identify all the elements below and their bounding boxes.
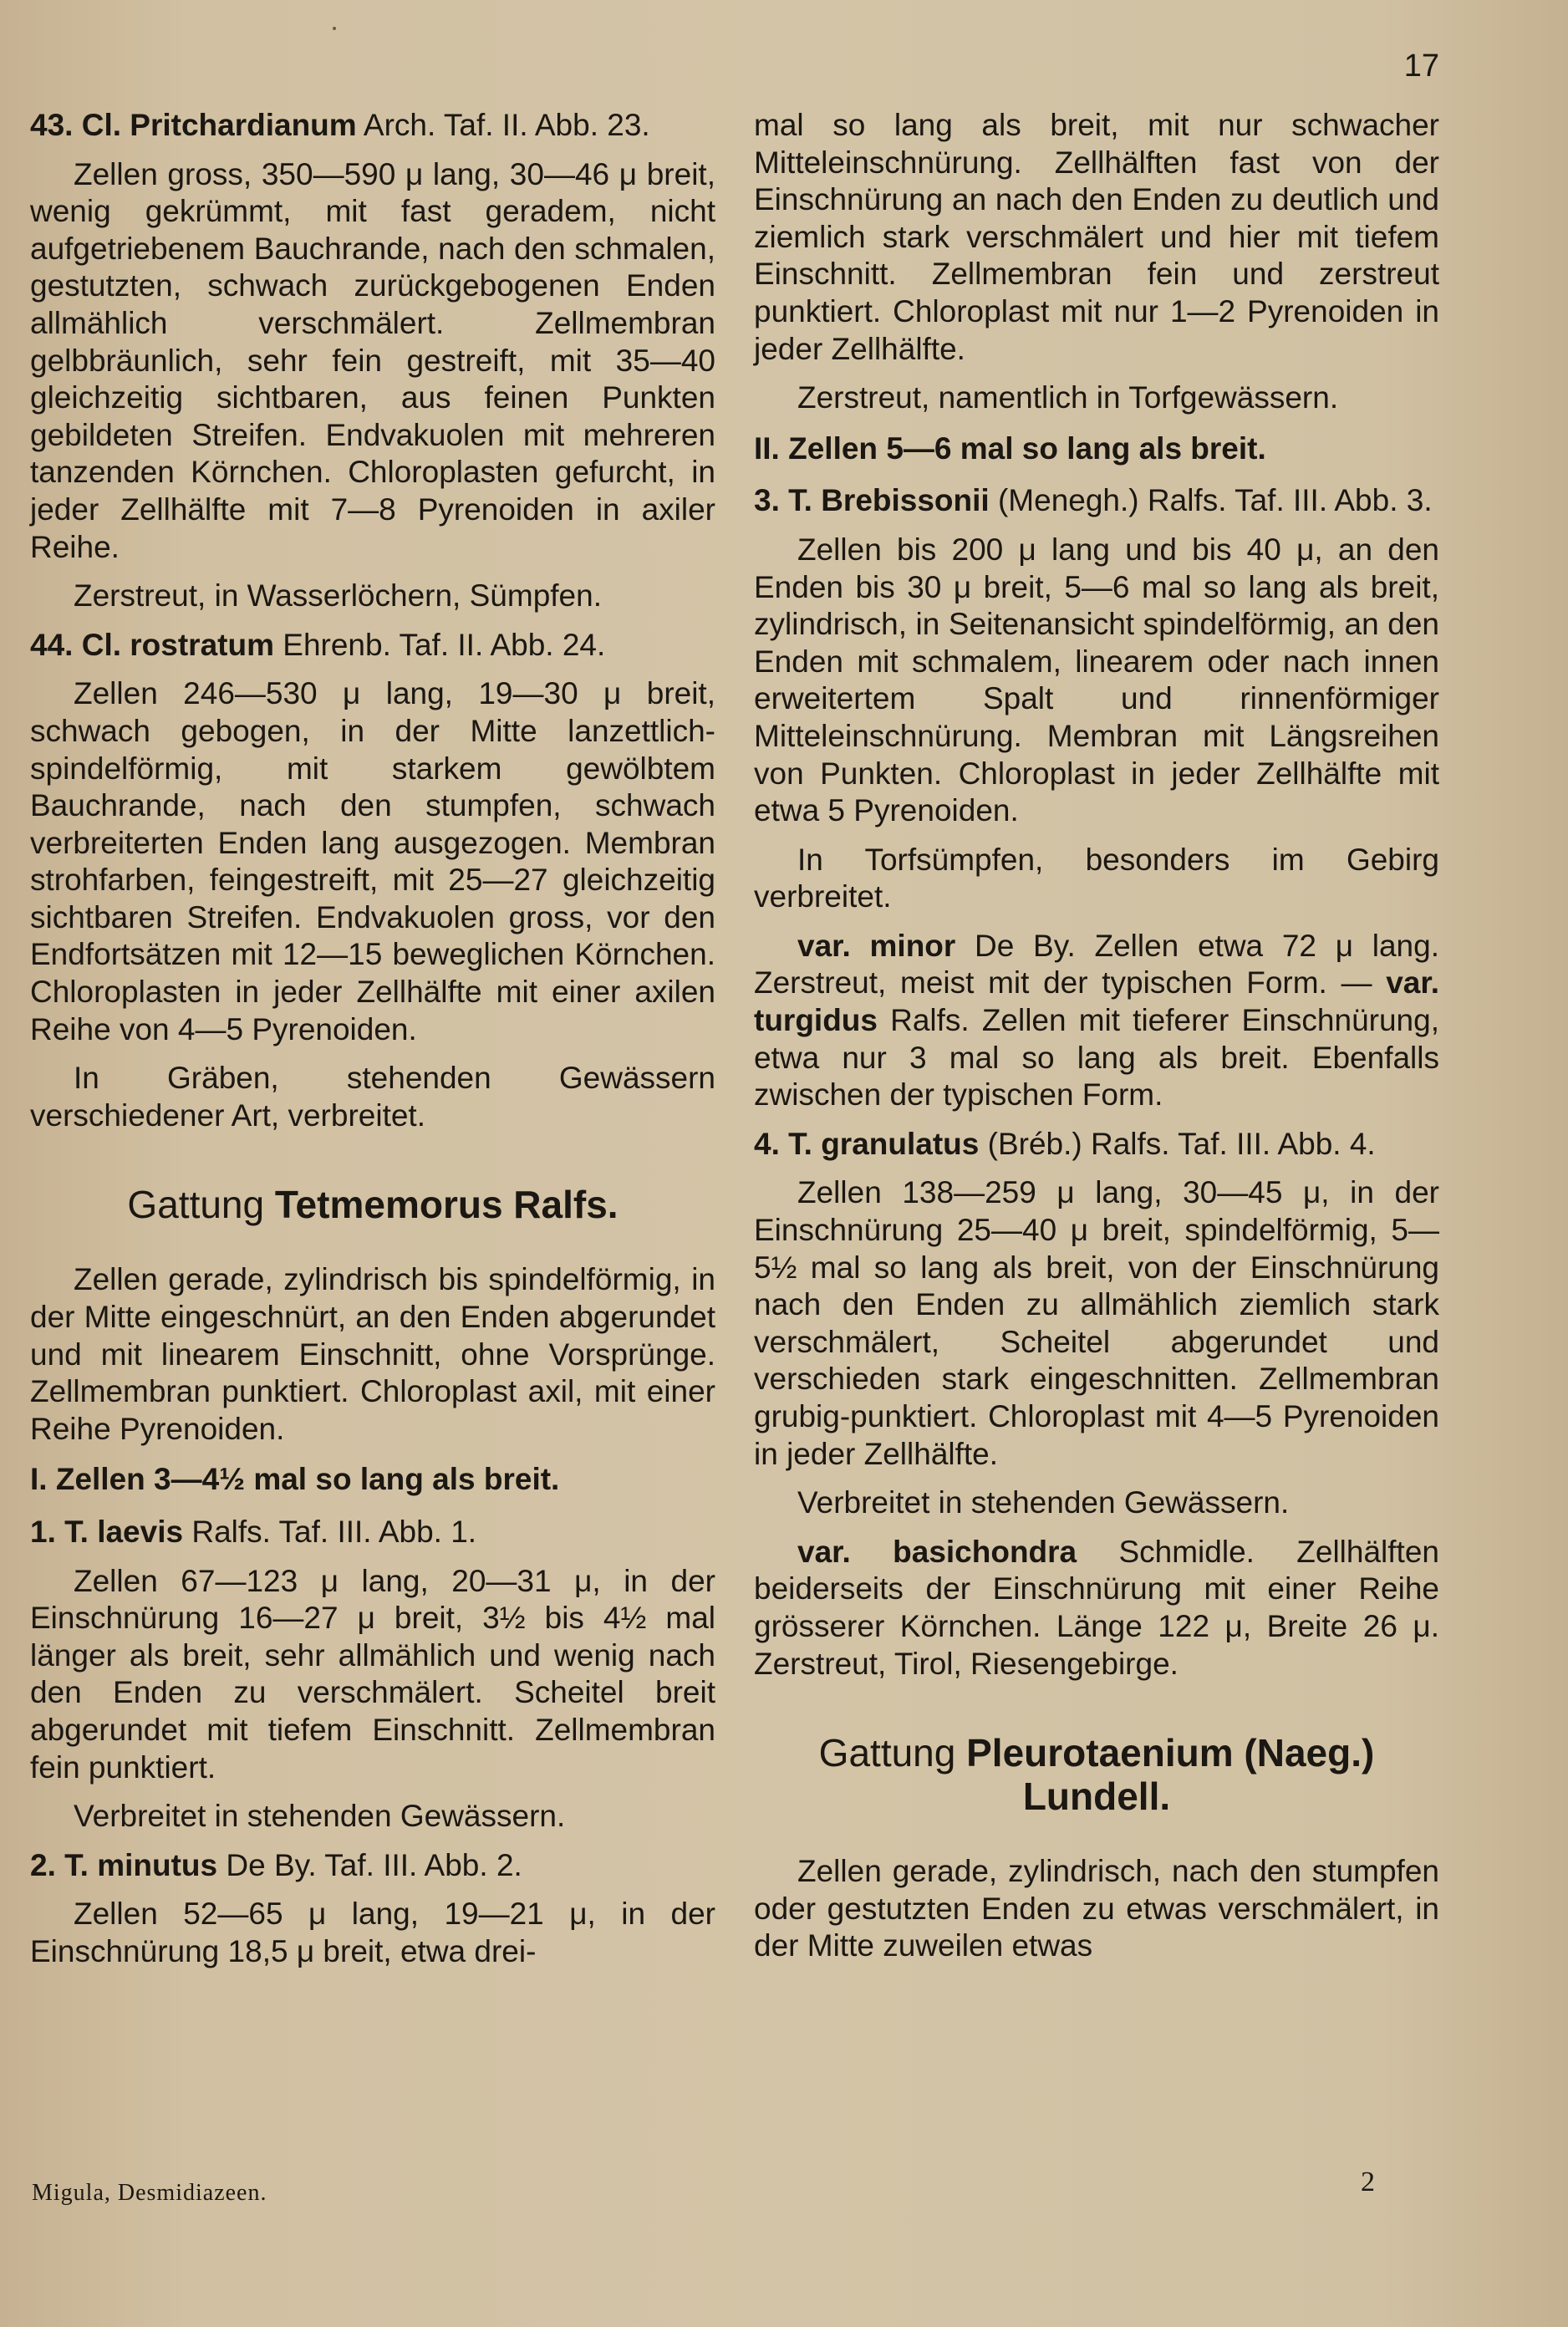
print-speck [333, 27, 336, 30]
species-reference: (Bréb.) Ralfs. Taf. III. Abb. 4. [979, 1126, 1376, 1161]
genus-description: Zellen gerade, zylindrisch bis spindelförmig, in der Mitte eingeschnürt, an den Enden abgerundet und mit linearem Einschnitt, ohne Vorsprünge. Zellmembran punktiert. Chloroplast axil, mit einer Reihe Pyrenoiden. [30, 1262, 715, 1446]
entry-number: 43. [30, 108, 74, 142]
section-heading-one: I. Zellen 3—4½ mal so lang als breit. [30, 1462, 560, 1497]
species-name: T. Brebissonii [788, 483, 990, 518]
species-entry-3 [754, 482, 1439, 520]
genus-prefix: Gattung [127, 1183, 275, 1227]
genus-heading-pleurotaenium [754, 1731, 1439, 1818]
species-reference: Arch. Taf. II. Abb. 23. [356, 108, 650, 142]
page-number: 17 [1403, 48, 1439, 84]
species-name: T. minutus [64, 1847, 218, 1882]
species-reference: Ralfs. Taf. III. Abb. 1. [183, 1515, 477, 1549]
entry-number: 2. [30, 1847, 56, 1882]
genus-prefix: Gattung [818, 1731, 967, 1775]
species-entry-44 [30, 627, 715, 664]
species-habitat: Zerstreut, namentlich in Torfgewässern. [797, 380, 1339, 415]
species-habitat: Verbreitet in stehenden Gewässern. [74, 1799, 566, 1834]
genus-description: Zellen gerade, zylindrisch, nach den stumpfen oder gestutzten Enden zu etwas verschmälert, in der Mitte zuweilen etwas [754, 1854, 1439, 1963]
species-entry-2 [30, 1847, 715, 1885]
variety-name: var. minor [797, 928, 956, 963]
species-description-part-a: Zellen 52—65 μ lang, 19—21 μ, in der Einschnürung 18,5 μ breit, etwa drei- [30, 1897, 715, 1968]
species-description: Zellen gross, 350—590 μ lang, 30—46 μ breit, wenig gekrümmt, mit fast geradem, nicht aufgetriebenem Bauchrande, nach den schmalen, gestutzten, schwach zurückgebogenen Enden allmählich verschmälert. Zellmembran gelbbräunlich, sehr fein gestreift, mit 35—40 gleichzeitig sichtbaren, aus feinen Punkten gebildeten Streifen. Endvakuolen mit mehreren tanzenden Körnchen. Chloroplasten gefurcht, in jeder Zellhälfte mit 7—8 Pyrenoiden in axiler Reihe. [30, 156, 715, 564]
species-habitat: In Torfsümpfen, besonders im Gebirg verbreitet. [754, 842, 1439, 914]
entry-number: 4. [754, 1126, 780, 1161]
variety-note [754, 928, 1439, 1114]
variety-name: var. turgidus [754, 965, 1439, 1038]
footer-sheet-number: 2 [1361, 2167, 1375, 2197]
right-column [754, 107, 1439, 1977]
entry-number: 3. [754, 483, 780, 518]
species-description: Zellen bis 200 μ lang und bis 40 μ, an den Enden bis 30 μ breit, 5—6 mal so lang als breit, zylindrisch, in Seitenansicht spindelförmig, an den Enden mit schmalem, linearem oder nach innen erweitertem Spalt und rinnenförmiger Mitteleinschnürung. Membran mit Längsreihen von Punkten. Chloroplast in jeder Zellhälfte mit etwa 5 Pyrenoiden. [754, 532, 1439, 828]
variety-text: Ralfs. Zellen mit tieferer Einschnürung, etwa nur 3 mal so lang als breit. Ebenfalls zwischen der typischen Form. [754, 1003, 1439, 1113]
variety-note [754, 1534, 1439, 1683]
section-heading-two: II. Zellen 5—6 mal so lang als breit. [754, 430, 1266, 466]
species-habitat: Verbreitet in stehenden Gewässern. [797, 1485, 1290, 1520]
variety-text: De By. Zellen etwa 72 μ lang. Zerstreut, meist mit der typischen Form. — [754, 928, 1439, 1001]
species-description-part-b: mal so lang als breit, mit nur schwacher Mitteleinschnürung. Zellhälften fast von der Einschnürung an nach den Enden zu deutlich und ziemlich stark verschmälert und hier mit tiefem Einschnitt. Zellmembran fein und zerstreut punktiert. Chloroplast mit nur 1—2 Pyrenoiden in jeder Zellhälfte. [754, 108, 1439, 366]
species-reference: (Menegh.) Ralfs. Taf. III. Abb. 3. [989, 483, 1433, 518]
species-reference: Ehrenb. Taf. II. Abb. 24. [273, 627, 606, 662]
genus-name: Tetmemorus Ralfs. [274, 1183, 619, 1227]
species-entry-43 [30, 107, 715, 145]
species-reference: De By. Taf. III. Abb. 2. [217, 1847, 522, 1882]
species-name: Cl. rostratum [81, 627, 274, 662]
species-name: T. granulatus [788, 1126, 980, 1161]
genus-name: Pleurotaenium (Naeg.) Lundell. [966, 1731, 1375, 1819]
variety-name: var. basichondra [797, 1534, 1077, 1569]
species-description: Zellen 138—259 μ lang, 30—45 μ, in der Einschnürung 25—40 μ breit, spindelförmig, 5—5½ mal so lang als breit, von der Einschnürung nach den Enden zu allmählich ziemlich stark verschmälert, Scheitel abgerundet und verschieden stark eingeschnitten. Zellmembran grubig-punktiert. Chloroplast mit 4—5 Pyrenoiden in jeder Zellhälfte. [754, 1175, 1439, 1471]
species-entry-4 [754, 1126, 1439, 1164]
species-name: Cl. Pritchardianum [81, 108, 357, 142]
entry-number: 1. [30, 1515, 56, 1549]
species-habitat: In Gräben, stehenden Gewässern verschiedener Art, verbreitet. [30, 1061, 715, 1133]
footer-signature: Migula, Desmidiazeen. [32, 2180, 267, 2206]
entry-number: 44. [30, 627, 74, 662]
species-description: Zellen 67—123 μ lang, 20—31 μ, in der Einschnürung 16—27 μ breit, 3½ bis 4½ mal länger als breit, sehr allmählich und wenig nach den Enden zu verschmälert. Scheitel breit abgerundet mit tiefem Einschnitt. Zellmembran fein punktiert. [30, 1563, 715, 1785]
species-habitat: Zerstreut, in Wasserlöchern, Sümpfen. [74, 578, 602, 614]
species-name: T. laevis [64, 1515, 184, 1549]
species-entry-1 [30, 1514, 715, 1551]
species-description: Zellen 246—530 μ lang, 19—30 μ breit, schwach gebogen, in der Mitte lanzettlich-spindelförmig, mit starkem gewölbtem Bauchrande, nach den stumpfen, schwach verbreiterten Enden lang ausgezogen. Membran strohfarben, feingestreift, mit 25—27 gleichzeitig sichtbaren Streifen. Endvakuolen gross, vor den Endfortsätzen mit 12—15 beweglichen Körnchen. Chloroplasten in jeder Zellhälfte mit einer axilen Reihe von 4—5 Pyrenoiden. [30, 676, 715, 1046]
left-column [30, 107, 715, 1983]
variety-text: Schmidle. Zellhälften beiderseits der Einschnürung mit einer Reihe grösserer Körnchen. Länge 122 μ, Breite 26 μ. Zerstreut, Tirol, Riesengebirge. [754, 1534, 1439, 1681]
genus-heading-tetmemorus [30, 1183, 715, 1226]
